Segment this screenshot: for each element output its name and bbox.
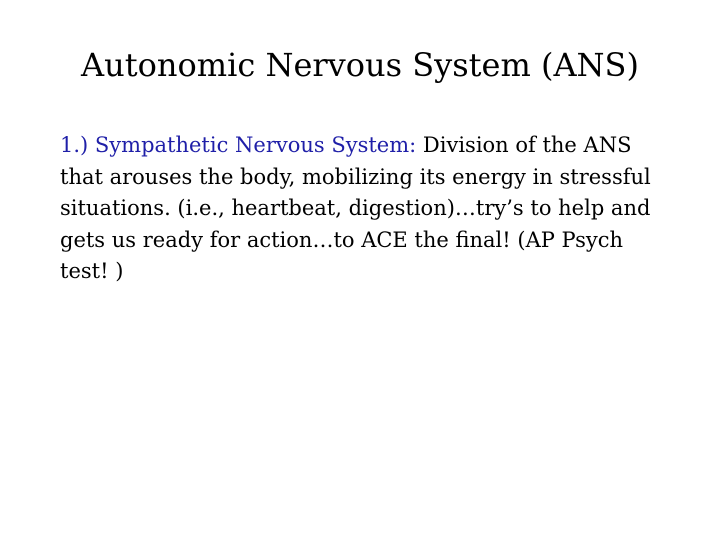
- slide-body: [60, 130, 670, 288]
- slide-title: Autonomic Nervous System (ANS): [81, 46, 639, 84]
- term-definition: Division of the ANS that arouses the body, mobilizing its energy in stressful situations. (i.e., heartbeat, digestion)…try’s to help and gets us ready for action…to ACE the final! (AP Psych test! ): [60, 133, 651, 283]
- term-label: 1.) Sympathetic Nervous System:: [60, 133, 417, 157]
